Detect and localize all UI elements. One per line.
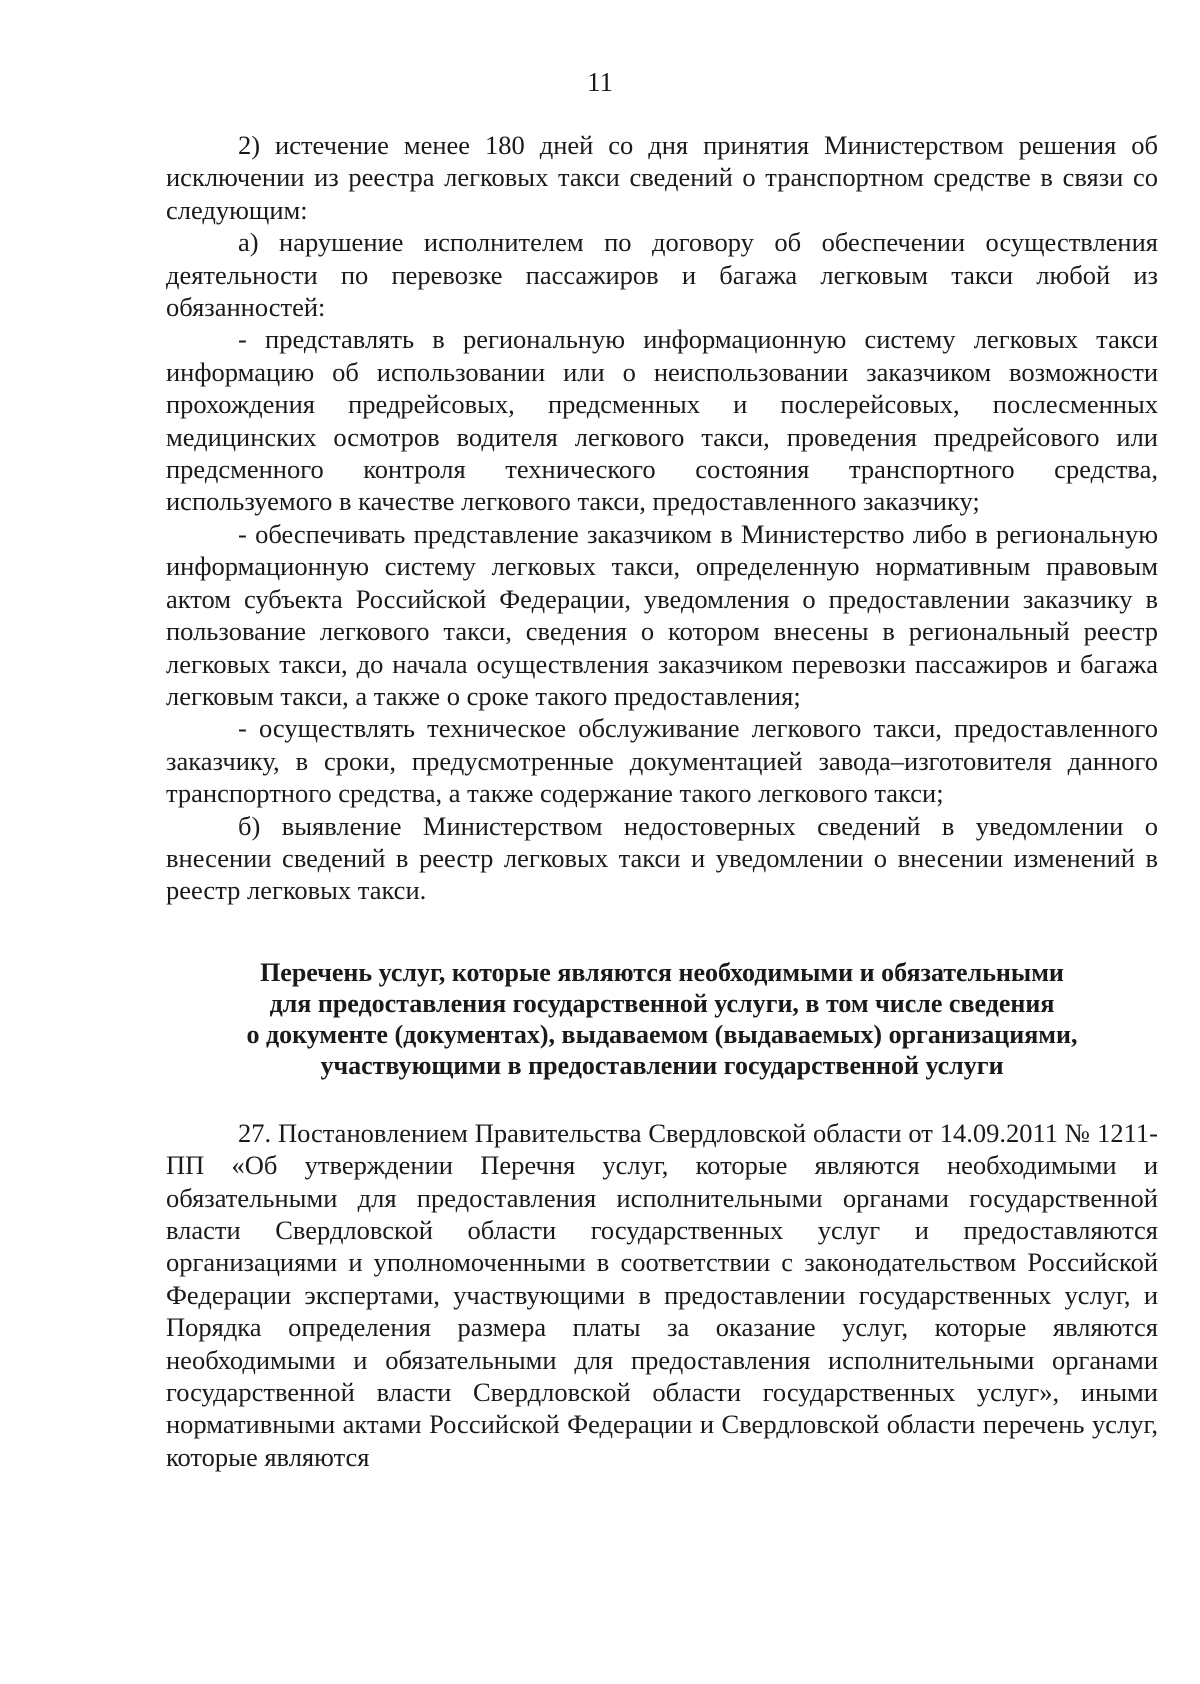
section-heading-line: Перечень услуг, которые являются необходимыми и обязательными <box>260 957 1064 987</box>
paragraph-item-2: 2) истечение менее 180 дней со дня принятия Министерством решения об исключении из реестра легковых такси сведений о транспортном средстве в связи со следующим: <box>166 130 1158 225</box>
document-body <box>166 129 1158 1473</box>
paragraph-duty-1: - представлять в региональную информационную систему легковых такси информацию об использовании или о неиспользовании заказчиком возможности прохождения предрейсовых, предсменных и послерейсовых, послесменных медицинских осмотров водителя легкового такси, проведения предрейсового или предсменного контроля технического состояния транспортного средства, используемого в качестве легкового такси, предоставленного заказчику; <box>166 324 1158 517</box>
paragraph-duty-2: - обеспечивать представление заказчиком в Министерство либо в региональную информационную систему легковых такси, определенную нормативным правовым актом субъекта Российской Федерации, уведомления о предоставлении заказчику в пользование легкового такси, сведения о котором внесены в региональный реестр легковых такси, до начала осуществления заказчиком перевозки пассажиров и багажа легковым такси, а также о сроке такого предоставления; <box>166 518 1158 711</box>
section-heading <box>166 957 1158 1081</box>
paragraph-duty-3: - осуществлять техническое обслуживание легкового такси, предоставленного заказчику, в сроки, предусмотренные документацией завода–изготовителя данного транспортного средства, а также содержание такого легкового такси; <box>166 713 1158 809</box>
section-heading-line: о документе (документах), выдаваемом (выдаваемых) организациями, <box>246 1019 1078 1049</box>
paragraph-subitem-b: б) выявление Министерством недостоверных сведений в уведомлении о внесении сведений в реестр легковых такси и уведомлении о внесении изменений в реестр легковых такси. <box>166 810 1158 906</box>
section-heading-line: для предоставления государственной услуги, в том числе сведения <box>269 988 1055 1018</box>
paragraph-item-27: 27. Постановлением Правительства Свердловской области от 14.09.2011 № 1211-ПП «Об утверждении Перечня услуг, которые являются необходимыми и обязательными для предоставления исполнительными органами государственной власти Свердловской области государственных услуг и предоставляются организациями и уполномоченными в соответствии с законодательством Российской Федерации экспертами, участвующими в предоставлении государственных услуг, и Порядка определения размера платы за оказание услуг, которые являются необходимыми и обязательными для предоставления исполнительными органами государственной власти Свердловской области государственных услуг», иными нормативными актами Российской Федерации и Свердловской области перечень услуг, которые являются <box>166 1117 1158 1472</box>
section-heading-line: участвующими в предоставлении государственной услуги <box>320 1050 1004 1080</box>
paragraph-subitem-a: а) нарушение исполнителем по договору об обеспечении осуществления деятельности по перевозке пассажиров и багажа легковым такси любой из обязанностей: <box>166 227 1158 323</box>
page-number: 11 <box>587 67 613 97</box>
